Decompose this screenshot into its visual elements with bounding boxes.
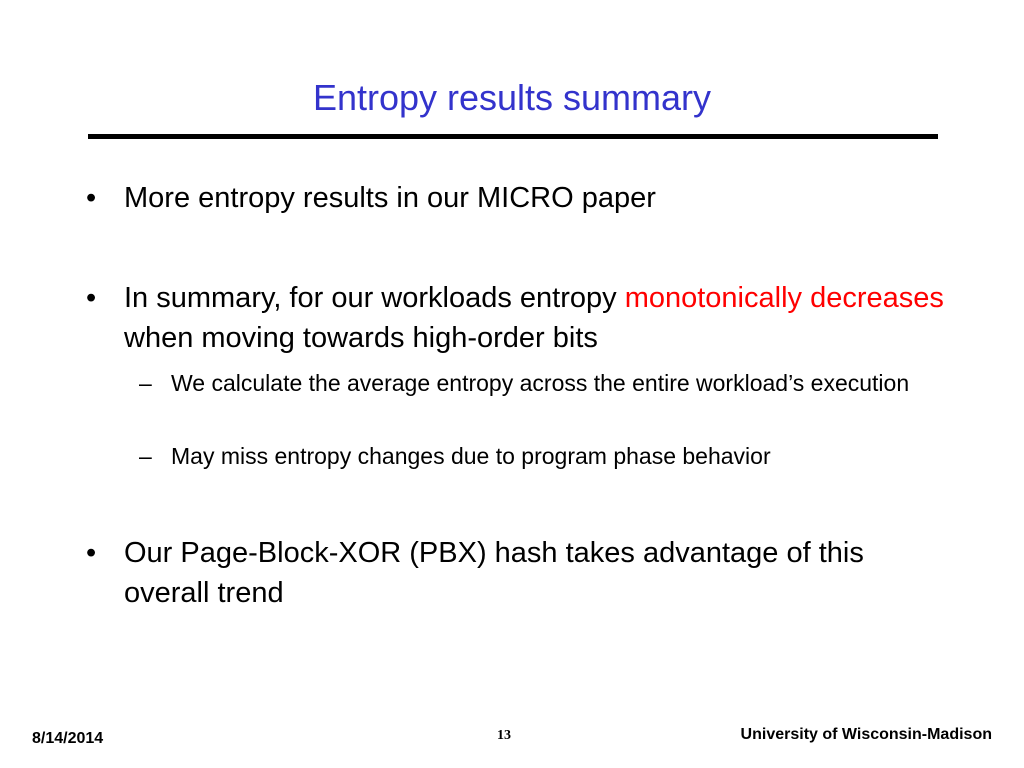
sub-bullet-marker: – (139, 370, 152, 396)
bullet-item (86, 278, 944, 358)
sub-bullet-text: May miss entropy changes due to program phase behavior (171, 443, 771, 469)
bullet-item (86, 178, 944, 218)
sub-bullet-item (139, 440, 931, 472)
bullet-text: More entropy results in our MICRO paper (124, 182, 656, 214)
slide-title: Entropy results summary (312, 77, 712, 118)
sub-bullet-item (139, 367, 931, 399)
title-underline (88, 134, 938, 139)
bullet-marker: • (86, 537, 97, 569)
footer-organization: University of Wisconsin-Madison (740, 726, 992, 743)
bullet-item (86, 533, 944, 613)
page-number: 13 (497, 728, 511, 743)
footer-date: 8/14/2014 (32, 730, 104, 747)
bullet-highlight: monotonically decreases (624, 282, 944, 314)
sub-bullet-marker: – (139, 443, 152, 469)
bullet-marker: • (86, 282, 97, 314)
sub-bullet-text: We calculate the average entropy across the entire workload’s execution (171, 370, 910, 396)
bullet-text: when moving towards high-order bits (124, 322, 598, 354)
bullet-text: In summary, for our workloads entropy (124, 282, 625, 314)
bullet-text: Our Page-Block-XOR (PBX) hash takes advantage of this overall trend (124, 537, 864, 609)
bullet-marker: • (86, 182, 97, 214)
